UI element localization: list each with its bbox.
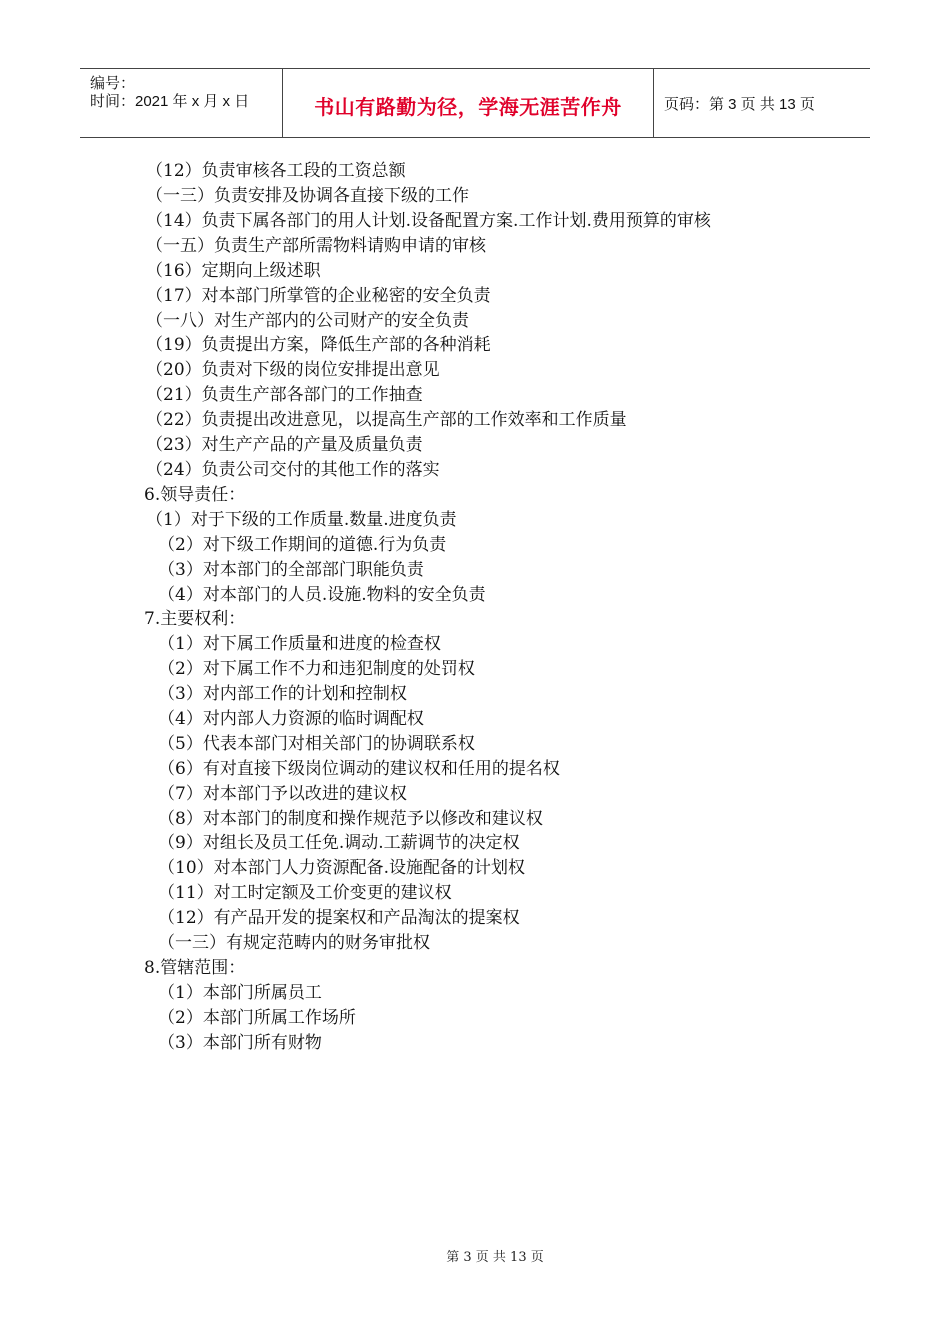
list-item: （2）对下级工作期间的道德.行为负责 xyxy=(158,535,447,555)
header-page-cell xyxy=(654,69,870,137)
list-item: （1）对于下级的工作质量.数量.进度负责 xyxy=(146,510,457,530)
header-motto-cell xyxy=(283,69,654,137)
list-item: （12）有产品开发的提案权和产品淘汰的提案权 xyxy=(158,908,520,928)
list-item: （5）代表本部门对相关部门的协调联系权 xyxy=(158,734,475,754)
list-item: （2）本部门所属工作场所 xyxy=(158,1008,356,1028)
list-item: （4）对本部门的人员.设施.物料的安全负责 xyxy=(158,585,486,605)
list-item: （16）定期向上级述职 xyxy=(146,261,321,281)
list-item: （4）对内部人力资源的临时调配权 xyxy=(158,709,424,729)
list-item: （一五）负责生产部所需物料请购申请的审核 xyxy=(146,236,486,256)
document-number-label: 编号： xyxy=(90,75,136,92)
list-item: （7）对本部门予以改进的建议权 xyxy=(158,784,407,804)
list-item: （11）对工时定额及工价变更的建议权 xyxy=(158,883,452,903)
list-item: （3）对内部工作的计划和控制权 xyxy=(158,684,407,704)
document-time-label: 时间：2021 年 x 月 x 日 xyxy=(90,93,250,110)
list-item: （10）对本部门人力资源配备.设施配备的计划权 xyxy=(158,858,526,878)
list-item: （22）负责提出改进意见，以提高生产部的工作效率和工作质量 xyxy=(146,410,627,430)
section-heading: 6.领导责任： xyxy=(144,485,246,505)
header-meta-cell xyxy=(80,69,283,137)
list-item: （14）负责下属各部门的用人计划.设备配置方案.工作计划.费用预算的审核 xyxy=(146,211,711,231)
section-heading: 8.管辖范围： xyxy=(144,958,246,978)
list-item: （9）对组长及员工任免.调动.工薪调节的决定权 xyxy=(158,833,520,853)
section-heading: 7.主要权利： xyxy=(144,609,246,629)
list-item: （23）对生产产品的产量及质量负责 xyxy=(146,435,423,455)
page-footer xyxy=(0,1246,950,1265)
header-page-info: 页码：第 3 页 共 13 页 xyxy=(664,96,815,113)
list-item: （21）负责生产部各部门的工作抽查 xyxy=(146,385,423,405)
list-item: （19）负责提出方案，降低生产部的各种消耗 xyxy=(146,335,491,355)
list-item: （1）本部门所属员工 xyxy=(158,983,322,1003)
list-item: （20）负责对下级的岗位安排提出意见 xyxy=(146,360,440,380)
list-item: （8）对本部门的制度和操作规范予以修改和建议权 xyxy=(158,809,543,829)
page-header xyxy=(80,68,870,138)
footer-page-number: 第 3 页 共 13 页 xyxy=(446,1250,544,1265)
list-item: （2）对下属工作不力和违犯制度的处罚权 xyxy=(158,659,475,679)
list-item: （一三）负责安排及协调各直接下级的工作 xyxy=(146,186,469,206)
list-item: （3）本部门所有财物 xyxy=(158,1033,322,1053)
list-item: （1）对下属工作质量和进度的检查权 xyxy=(158,634,441,654)
list-item: （12）负责审核各工段的工资总额 xyxy=(146,161,406,181)
list-item: （17）对本部门所掌管的企业秘密的安全负责 xyxy=(146,286,491,306)
list-item: （3）对本部门的全部部门职能负责 xyxy=(158,560,424,580)
header-motto: 书山有路勤为径，学海无涯苦作舟 xyxy=(314,95,622,119)
list-item: （一八）对生产部内的公司财产的安全负责 xyxy=(146,311,469,331)
list-item: （24）负责公司交付的其他工作的落实 xyxy=(146,460,440,480)
list-item: （6）有对直接下级岗位调动的建议权和任用的提名权 xyxy=(158,759,560,779)
list-item: （一三）有规定范畴内的财务审批权 xyxy=(158,933,430,953)
